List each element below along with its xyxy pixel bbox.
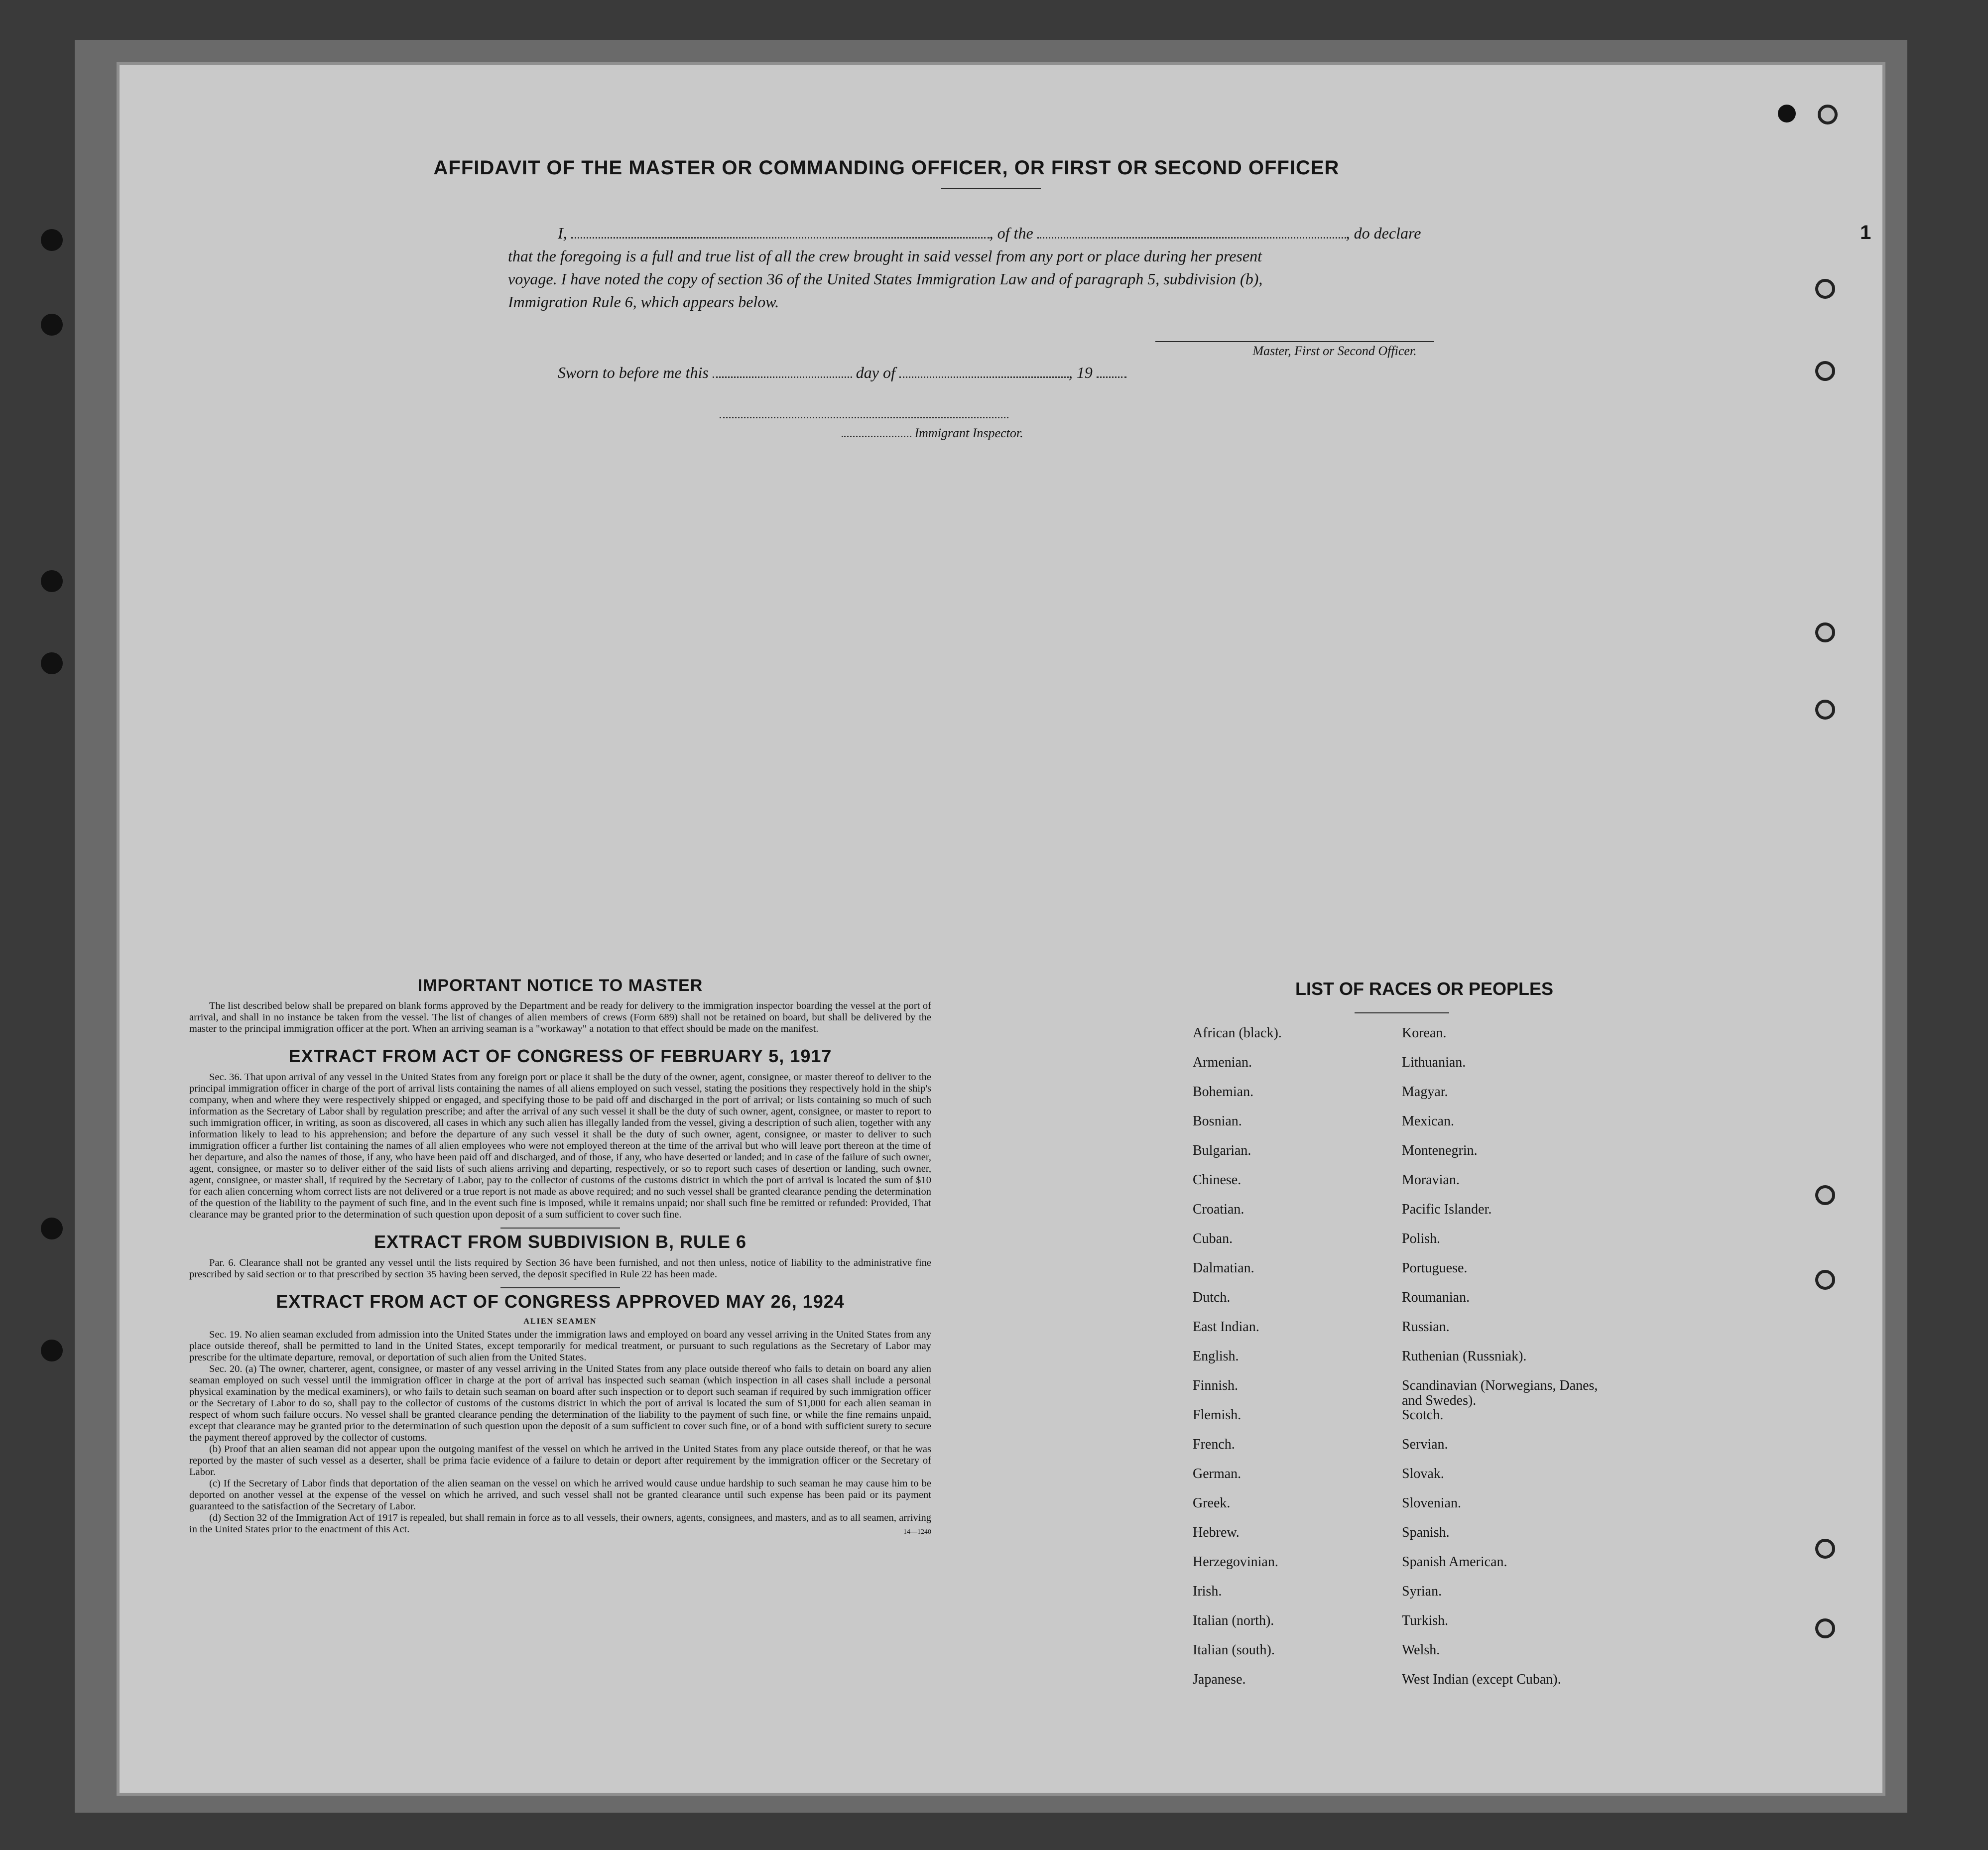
- extract-1917-title: EXTRACT FROM ACT OF CONGRESS OF FEBRUARY 5, 1917: [288, 1046, 832, 1066]
- notice-text: The list described below shall be prepared on blank forms approved by the Department and be ready for delivery to the immigration inspector boarding the vessel at the port of arrival, and shall in no instance be taken from the vessel. The list of changes of alien members of crews (Form 689) shall not be retained on board, but shall be delivered by the master to the principal immigration officer at the port. When an arriving seaman is a "workaway" a notation to that effect should be made on the manifest.: [189, 1000, 931, 1034]
- race-item: Syrian.: [1402, 1584, 1442, 1599]
- race-item: Bulgarian.: [1193, 1143, 1251, 1158]
- race-item: Slovak.: [1402, 1466, 1444, 1481]
- inspector-label-text: Immigrant Inspector.: [914, 426, 1023, 440]
- race-item: Bohemian.: [1193, 1084, 1254, 1100]
- binder-hole-icon: [41, 1218, 63, 1239]
- declare-suffix: , do declare: [1346, 224, 1421, 242]
- punch-hole-icon: [1818, 105, 1838, 124]
- inspector-blank: [842, 436, 911, 437]
- race-item: Armenian.: [1193, 1055, 1252, 1070]
- rule6-title: EXTRACT FROM SUBDIVISION B, RULE 6: [373, 1232, 747, 1252]
- race-item: Finnish.: [1193, 1378, 1239, 1393]
- binder-hole-icon: [41, 229, 63, 251]
- races-title-rule: [1355, 1012, 1449, 1013]
- sworn-suffix: , 19: [1068, 364, 1093, 381]
- punch-hole-icon: [1815, 279, 1835, 299]
- race-item: African (black).: [1193, 1025, 1282, 1041]
- punch-hole-icon: [1815, 1539, 1835, 1559]
- affidavit-line-2: that the foregoing is a full and true list of all the crew brought in said vessel from any port or place during her present: [508, 247, 1262, 265]
- vessel-blank: [1037, 237, 1346, 239]
- binder-hole-icon: [41, 1340, 63, 1361]
- sworn-prefix: Sworn to before me this: [558, 364, 709, 381]
- race-item: Servian.: [1402, 1437, 1448, 1452]
- extract-1924-title: EXTRACT FROM ACT OF CONGRESS APPROVED MAY 26, 1924: [276, 1291, 845, 1312]
- legal-notices: [189, 976, 931, 1536]
- form-number: 14—1240: [903, 1528, 931, 1536]
- race-item: Moravian.: [1402, 1172, 1460, 1188]
- race-item: East Indian.: [1193, 1319, 1259, 1335]
- race-item: English.: [1193, 1349, 1239, 1364]
- affidavit-line-4: Immigration Rule 6, which appears below.: [508, 293, 779, 311]
- race-item: Spanish.: [1402, 1525, 1450, 1540]
- race-item: Ruthenian (Russniak).: [1402, 1349, 1527, 1364]
- alien-seamen-subtitle: ALIEN SEAMEN: [523, 1317, 597, 1326]
- binder-hole-icon: [41, 652, 63, 674]
- race-item: Welsh.: [1402, 1642, 1440, 1658]
- binder-hole-icon: [41, 314, 63, 336]
- declare-mid: , of the: [989, 224, 1033, 242]
- race-item: Roumanian.: [1402, 1290, 1470, 1305]
- race-item: French.: [1193, 1437, 1235, 1452]
- affidavit-title-rule: [941, 188, 1041, 189]
- sec20b-text: (b) Proof that an alien seaman did not appear upon the outgoing manifest of the vessel on which he arrived in the United States from any place outside thereof, or that he was reported by the master of such vessel as a deserter, shall be prima facie evidence of a failure to detain or deport after requirement by the immigration officer or the Secretary of Labor.: [189, 1444, 931, 1478]
- race-item: Irish.: [1193, 1584, 1222, 1599]
- race-item: Japanese.: [1193, 1672, 1246, 1687]
- races-left-column: [1193, 1026, 1402, 1702]
- race-item: Croatian.: [1193, 1202, 1244, 1217]
- sworn-mid: day of: [856, 364, 895, 381]
- sec20c-text: (c) If the Secretary of Labor finds that deportation of the alien seaman on the vessel on which he arrived would cause undue hardship to such seaman he may cause him to be deported on another vessel at the expense of the vessel on which he arrived, and such vessel shall not be granted clearance until such expense has been paid or its payment guaranteed to the satisfaction of the Secretary of Labor.: [189, 1478, 931, 1512]
- rule6-text: Par. 6. Clearance shall not be granted any vessel until the lists required by Section 36 have been furnished, and not then unless, notice of liability to the administrative fine prescribed by said section or to that prescribed by section 35 having been served, the deposit specified in Rule 22 has been made.: [189, 1257, 931, 1280]
- races-right-column: [1402, 1026, 1611, 1702]
- punch-hole-icon: [1815, 700, 1835, 720]
- race-item: German.: [1193, 1466, 1242, 1481]
- race-item: Lithuanian.: [1402, 1055, 1466, 1070]
- races-title: LIST OF RACES OR PEOPLES: [1295, 979, 1554, 999]
- punch-hole-icon: [1815, 1618, 1835, 1638]
- race-item: Chinese.: [1193, 1172, 1242, 1188]
- race-item: Montenegrin.: [1402, 1143, 1478, 1158]
- section-divider: [500, 1228, 620, 1229]
- race-item: Scotch.: [1402, 1407, 1444, 1423]
- race-item: Cuban.: [1193, 1231, 1233, 1246]
- master-signature-line: [1155, 341, 1434, 342]
- punch-hole-icon: [1815, 1185, 1835, 1205]
- race-item: Hebrew.: [1193, 1525, 1240, 1540]
- affidavit-line-3: voyage. I have noted the copy of section 36 of the United States Immigration Law and of paragraph 5, subdivision (b),: [508, 270, 1263, 288]
- sec20d-text: (d) Section 32 of the Immigration Act of 1917 is repealed, but shall remain in force as to all vessels, their owners, agents, consignees, and masters, and as to all seamen, arriving in the United States prior to the enactment of this Act.: [189, 1512, 931, 1535]
- section-divider: [500, 1287, 620, 1288]
- race-item: Turkish.: [1402, 1613, 1449, 1628]
- page-number: 1: [1860, 222, 1871, 244]
- race-item: West Indian (except Cuban).: [1402, 1672, 1561, 1687]
- name-blank: [571, 237, 990, 239]
- race-item: Korean.: [1402, 1025, 1447, 1041]
- master-signature-label: Master, First or Second Officer.: [1252, 344, 1417, 358]
- affidavit-body: [508, 222, 1484, 313]
- inspector-signature-line: [720, 416, 1008, 418]
- race-item: Magyar.: [1402, 1084, 1448, 1100]
- extract-1917-text: Sec. 36. That upon arrival of any vessel in the United States from any foreign port or place it shall be the duty of the owner, agent, consignee, or master thereof to deliver to the principal immigration officer in charge of the port of arrival lists containing the names of all aliens employed on such vessel, stating the positions they respectively hold in the ship's company, when and where they were respectively shipped or engaged, and specifying those to be paid off and discharged in the port of arrival; or lists containing so much of such information as the Secretary of Labor shall by regulation prescribe; and after the arrival of any such vessel it shall be the duty of such owner, agent, consignee, or master to report to such immigration officer, in writing, as soon as discovered, all cases in which any such alien has illegally landed from the vessel, giving a description of such alien, together with any information likely to lead to his apprehension; and before the departure of any such vessel it shall be the duty of such owner, agent, consignee, or master to deliver to such immigration officer a further list containing the names of all alien employees who were not employed thereon at the time of the arrival but who will leave port thereon at the time of her departure, and also the names of those, if any, who have been paid off and discharged, and of those, if any, who have deserted or landed; and in case of the failure of such owner, agent, consignee, or master so to deliver either of the said lists of such aliens arriving and departing, respectively, or so to report such cases of desertion or landing, such owner, agent, consignee, or master shall, if required by the Secretary of Labor, pay to the collector of customs of the customs district in which the port of arrival is located the sum of $10 for each alien concerning whom correct lists are not delivered or a true report is not made as above required; and no such vessel shall be granted clearance pending the determination of the question of the liability to the payment of such fine, and in the event such fine is imposed, while it remains unpaid; nor shall such fine be remitted or refunded: Provided, That clearance may be granted prior to the determination of such question upon deposit of a sum sufficient to cover such fine.: [189, 1072, 931, 1220]
- race-item: Italian (north).: [1193, 1613, 1274, 1628]
- race-item: Italian (south).: [1193, 1642, 1275, 1658]
- sec20a-text: Sec. 20. (a) The owner, charterer, agent, consignee, or master of any vessel arriving in the United States from any place outside thereof who fails to detain on board any alien seaman employed on such vessel until the immigration officer in charge at the port of arrival has inspected such seaman (which inspection in all cases shall include a personal physical examination by the medical examiners), or who fails to detain such seaman on board after such inspection or to deport such seaman if required by such immigration officer or the Secretary of Labor to do so, shall pay to the collector of customs of the customs district in which the port of arrival is located the sum of $1,000 for each alien seaman in respect of whom such failure occurs. No vessel shall be granted clearance pending the determination of the liability to the payment of such fine, or while the fine remains unpaid, except that clearance may be granted prior to the determination of such question upon the deposit of a sum sufficient to cover such fine, or of a bond with sufficient surety to secure the payment thereof approved by the collector of customs.: [189, 1363, 931, 1443]
- punch-hole-icon: [1815, 622, 1835, 642]
- race-item: Dutch.: [1193, 1290, 1231, 1305]
- race-item: Slovenian.: [1402, 1495, 1461, 1511]
- race-item: Scandinavian (Norwegians, Danes, and Swedes).: [1402, 1378, 1598, 1408]
- declare-prefix: I,: [558, 224, 567, 242]
- notice-title: IMPORTANT NOTICE TO MASTER: [417, 976, 703, 995]
- punch-hole-icon: [1815, 361, 1835, 381]
- sworn-line: [558, 364, 1205, 382]
- race-item: Spanish American.: [1402, 1554, 1507, 1570]
- affidavit-line-1: [508, 222, 1484, 245]
- race-item: Flemish.: [1193, 1407, 1242, 1423]
- punch-hole-icon: [1815, 1270, 1835, 1290]
- sworn-day-blank: [713, 376, 852, 378]
- race-item: Bosnian.: [1193, 1113, 1242, 1129]
- sworn-month-blank: [899, 376, 1069, 378]
- affidavit-title: AFFIDAVIT OF THE MASTER OR COMMANDING OFFICER, OR FIRST OR SECOND OFFICER: [433, 157, 1340, 179]
- race-item: Dalmatian.: [1193, 1260, 1254, 1276]
- inspector-label: [842, 426, 1066, 441]
- sworn-year-blank: [1097, 376, 1126, 378]
- punch-hole-icon: [1778, 105, 1796, 123]
- race-item: Russian.: [1402, 1319, 1450, 1335]
- sec19-text: Sec. 19. No alien seaman excluded from admission into the United States under the immigration laws and employed on board any vessel arriving in the United States from any place outside thereof, shall be permitted to land in the United States, except temporarily for medical treatment, or pursuant to such regulations as the Secretary of Labor may prescribe for the ultimate departure, removal, or deportation of such alien from the United States.: [189, 1329, 931, 1363]
- race-item: Greek.: [1193, 1495, 1231, 1511]
- binder-hole-icon: [41, 570, 63, 592]
- race-item: Portuguese.: [1402, 1260, 1468, 1276]
- race-item: Polish.: [1402, 1231, 1441, 1246]
- race-item: Herzegovinian.: [1193, 1554, 1278, 1570]
- race-item: Mexican.: [1402, 1113, 1454, 1129]
- race-item: Pacific Islander.: [1402, 1202, 1492, 1217]
